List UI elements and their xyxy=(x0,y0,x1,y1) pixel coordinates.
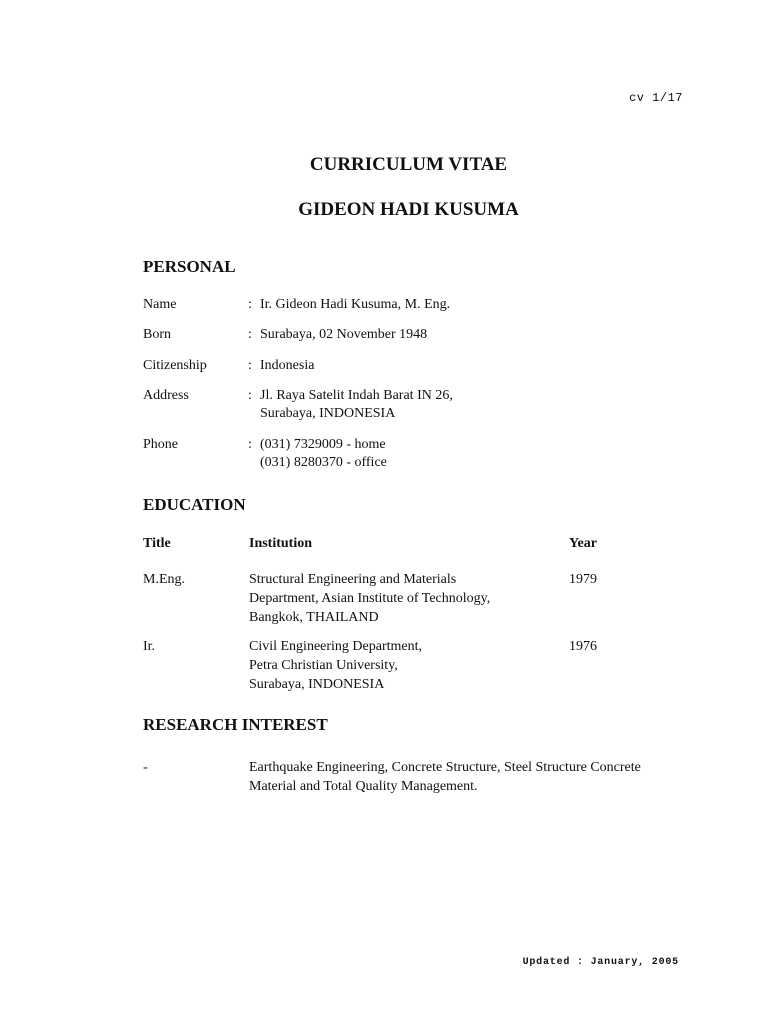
value-line: Surabaya, 02 November 1948 xyxy=(260,327,428,342)
field-value xyxy=(260,296,450,314)
institution-line: Petra Christian University, xyxy=(249,658,398,673)
value-line: Ir. Gideon Hadi Kusuma, M. Eng. xyxy=(260,297,451,312)
field-value xyxy=(260,436,387,472)
degree-title: M.Eng. xyxy=(143,572,185,587)
research-line: Material and Total Quality Management. xyxy=(249,779,478,794)
updated-footer: Updated : January, 2005 xyxy=(522,957,679,968)
field-label: Citizenship xyxy=(143,358,207,373)
value-line: Indonesia xyxy=(260,358,315,373)
research-interest-heading: RESEARCH INTEREST xyxy=(143,715,328,734)
field-value xyxy=(260,357,314,375)
institution-line: Bangkok, THAILAND xyxy=(249,610,379,625)
field-colon: : xyxy=(248,327,252,342)
field-colon: : xyxy=(248,388,252,403)
institution-line: Structural Engineering and Materials xyxy=(249,572,457,587)
field-colon: : xyxy=(248,358,252,373)
value-line: (031) 7329009 - home xyxy=(260,437,386,452)
degree-year: 1976 xyxy=(569,639,597,654)
document-title: CURRICULUM VITAE xyxy=(309,154,508,175)
institution-line: Civil Engineering Department, xyxy=(249,639,423,654)
degree-title: Ir. xyxy=(143,639,156,654)
field-label: Address xyxy=(143,388,189,403)
research-interest-text xyxy=(249,758,689,796)
research-line: Earthquake Engineering, Concrete Structure, Steel Structure Concrete xyxy=(249,760,641,775)
column-header-institution: Institution xyxy=(249,536,313,551)
field-value xyxy=(260,326,427,344)
institution-line: Department, Asian Institute of Technology, xyxy=(249,591,491,606)
page-number: cv 1/17 xyxy=(629,91,683,105)
field-label: Phone xyxy=(143,437,178,452)
personal-heading: PERSONAL xyxy=(143,257,236,276)
institution xyxy=(249,637,422,694)
value-line: (031) 8280370 - office xyxy=(260,455,387,470)
field-label: Name xyxy=(143,297,177,312)
person-name-heading: GIDEON HADI KUSUMA xyxy=(298,199,519,220)
field-colon: : xyxy=(248,297,252,312)
education-heading: EDUCATION xyxy=(143,495,246,514)
column-header-title: Title xyxy=(143,536,171,551)
column-header-year: Year xyxy=(569,536,597,551)
value-line: Surabaya, INDONESIA xyxy=(260,406,396,421)
institution-line: Surabaya, INDONESIA xyxy=(249,677,385,692)
list-bullet: - xyxy=(143,760,148,775)
value-line: Jl. Raya Satelit Indah Barat IN 26, xyxy=(260,388,453,403)
field-colon: : xyxy=(248,437,252,452)
institution xyxy=(249,570,490,627)
field-value xyxy=(260,387,453,423)
field-label: Born xyxy=(143,327,171,342)
degree-year: 1979 xyxy=(569,572,597,587)
